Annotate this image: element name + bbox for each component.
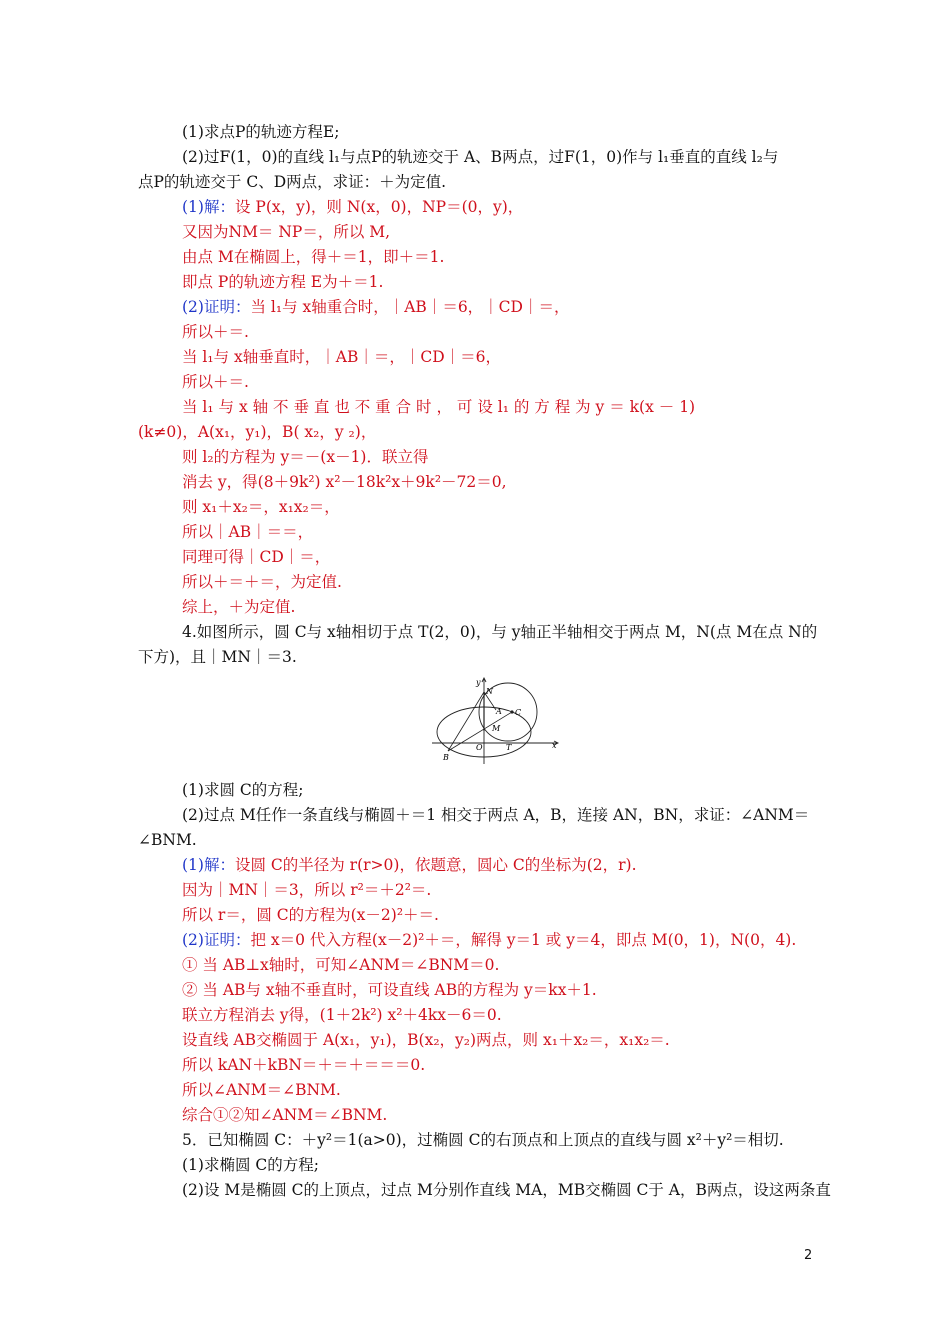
q4-line2: 下方)，且｜MN｜＝3. <box>138 648 297 666</box>
sol3-line1 <box>182 196 523 218</box>
sol3-line10: (k≠0)，A(x₁，y₁)，B( x₂，y ₂)， <box>138 423 377 441</box>
sol4-line2: 因为｜MN｜＝3，所以 r²＝＋2²＝. <box>182 881 432 899</box>
label-y: y <box>476 678 481 687</box>
sol3-line12: 消去 y，得(8＋9k²) x²－18k²x＋9k²－72＝0, <box>182 473 507 491</box>
sol3-line8: 所以＋＝. <box>182 373 249 391</box>
sol4-line5: ① 当 AB⊥x轴时，可知∠ANM＝∠BNM＝0. <box>182 956 500 974</box>
sol3-line6: 所以＋＝. <box>182 323 249 341</box>
sol4-line11: 综合①②知∠ANM＝∠BNM. <box>182 1106 388 1124</box>
sol4-part1-label: (1)解： <box>182 856 235 874</box>
sol3-line15: 同理可得｜CD｜＝， <box>182 548 331 566</box>
sol3-line5 <box>182 296 569 318</box>
geometry-figure <box>430 674 562 764</box>
sol3-part2-label: (2)证明： <box>182 298 251 316</box>
q5-part2: (2)设 M是椭圆 C的上顶点，过点 M分别作直线 MA，MB交椭圆 C于 A，B两点，设这两条直 <box>182 1181 831 1199</box>
sol3-line16: 所以＋＝＋＝，为定值. <box>182 573 342 591</box>
sol3-part2-text: 当 l₁与 x轴重合时，｜AB｜＝6，｜CD｜＝， <box>250 298 570 316</box>
q4-part1: (1)求圆 C的方程; <box>182 781 304 799</box>
q5-line1: 5．已知椭圆 C：＋y²＝1(a>0)，过椭圆 C的右顶点和上顶点的直线与圆 x²＋y²＝相切. <box>182 1131 784 1149</box>
label-n: N <box>486 687 493 696</box>
q4-part2-line1: (2)过点 M任作一条直线与椭圆＋＝1 相交于两点 A，B，连接 AN，BN，求证：∠ANM＝ <box>182 806 810 824</box>
label-o: O <box>476 743 483 752</box>
label-b: B <box>443 753 449 762</box>
sol4-line9: 所以 kAN＋kBN＝＋＝＋＝＝＝0. <box>182 1056 426 1074</box>
sol3-line13: 则 x₁＋x₂＝，x₁x₂＝， <box>182 498 340 516</box>
sol4-part2-text: 把 x＝0 代入方程(x－2)²＋＝，解得 y＝1 或 y＝4，即点 M(0，1)，N(0，4). <box>250 931 797 949</box>
sol4-line10: 所以∠ANM＝∠BNM. <box>182 1081 341 1099</box>
center-c-dot <box>510 710 513 713</box>
page-number: 2 <box>804 1248 813 1263</box>
sol3-part1-text: 设 P(x，y)，则 N(x，0)，NP＝(0，y)， <box>234 198 524 216</box>
label-t: T <box>506 743 512 752</box>
sol4-part1-text: 设圆 C的半径为 r(r>0)，依题意，圆心 C的坐标为(2，r). <box>234 856 637 874</box>
label-m: M <box>492 724 501 733</box>
sol4-line7: 联立方程消去 y得，(1＋2k²) x²＋4kx－6＝0. <box>182 1006 502 1024</box>
label-x: x <box>552 741 557 750</box>
sol3-part1-label: (1)解： <box>182 198 235 216</box>
q3-part1: (1)求点P的轨迹方程E; <box>182 123 340 141</box>
q5-part1: (1)求椭圆 C的方程; <box>182 1156 319 1174</box>
sol4-line6: ② 当 AB与 x轴不垂直时，可设直线 AB的方程为 y＝kx＋1. <box>182 981 597 999</box>
label-c: C <box>515 708 522 717</box>
sol3-line14: 所以｜AB｜＝＝， <box>182 523 314 541</box>
q4-part2-line2: ∠BNM. <box>138 831 197 849</box>
sol3-line11: 则 l₂的方程为 y＝－(x－1)．联立得 <box>182 448 429 466</box>
sol3-line2: 又因为NM＝ NP＝，所以 M, <box>182 223 391 241</box>
label-a: A <box>496 707 502 716</box>
sol3-line3: 由点 M在椭圆上，得＋＝1，即＋＝1. <box>182 248 445 266</box>
q3-part2-line2: 点P的轨迹交于 C、D两点，求证：＋为定值. <box>138 173 447 191</box>
sol4-line1 <box>182 854 637 876</box>
sol3-line9: 当 l₁ 与 x 轴 不 垂 直 也 不 重 合 时 ， 可 设 l₁ 的 方 程 为 y ＝ k(x － 1) <box>182 398 696 416</box>
sol4-part2-label: (2)证明： <box>182 931 251 949</box>
sol4-line4 <box>182 929 796 951</box>
sol3-line4: 即点 P的轨迹方程 E为＋＝1. <box>182 273 384 291</box>
sol3-line17: 综上，＋为定值. <box>182 598 296 616</box>
sol4-line8: 设直线 AB交椭圆于 A(x₁，y₁)，B(x₂，y₂)两点，则 x₁＋x₂＝，x₁x₂＝. <box>182 1031 670 1049</box>
q3-part2-line1: (2)过F(1，0)的直线 l₁与点P的轨迹交于 A、B两点，过F(1，0)作与 l₁垂直的直线 l₂与 <box>182 148 779 166</box>
sol3-line7: 当 l₁与 x轴垂直时，｜AB｜＝，｜CD｜＝6， <box>182 348 501 366</box>
sol4-line3: 所以 r＝，圆 C的方程为(x－2)²＋＝. <box>182 906 439 924</box>
q4-line1: 4.如图所示，圆 C与 x轴相切于点 T(2，0)，与 y轴正半轴相交于两点 M，N(点 M在点 N的 <box>182 623 818 641</box>
